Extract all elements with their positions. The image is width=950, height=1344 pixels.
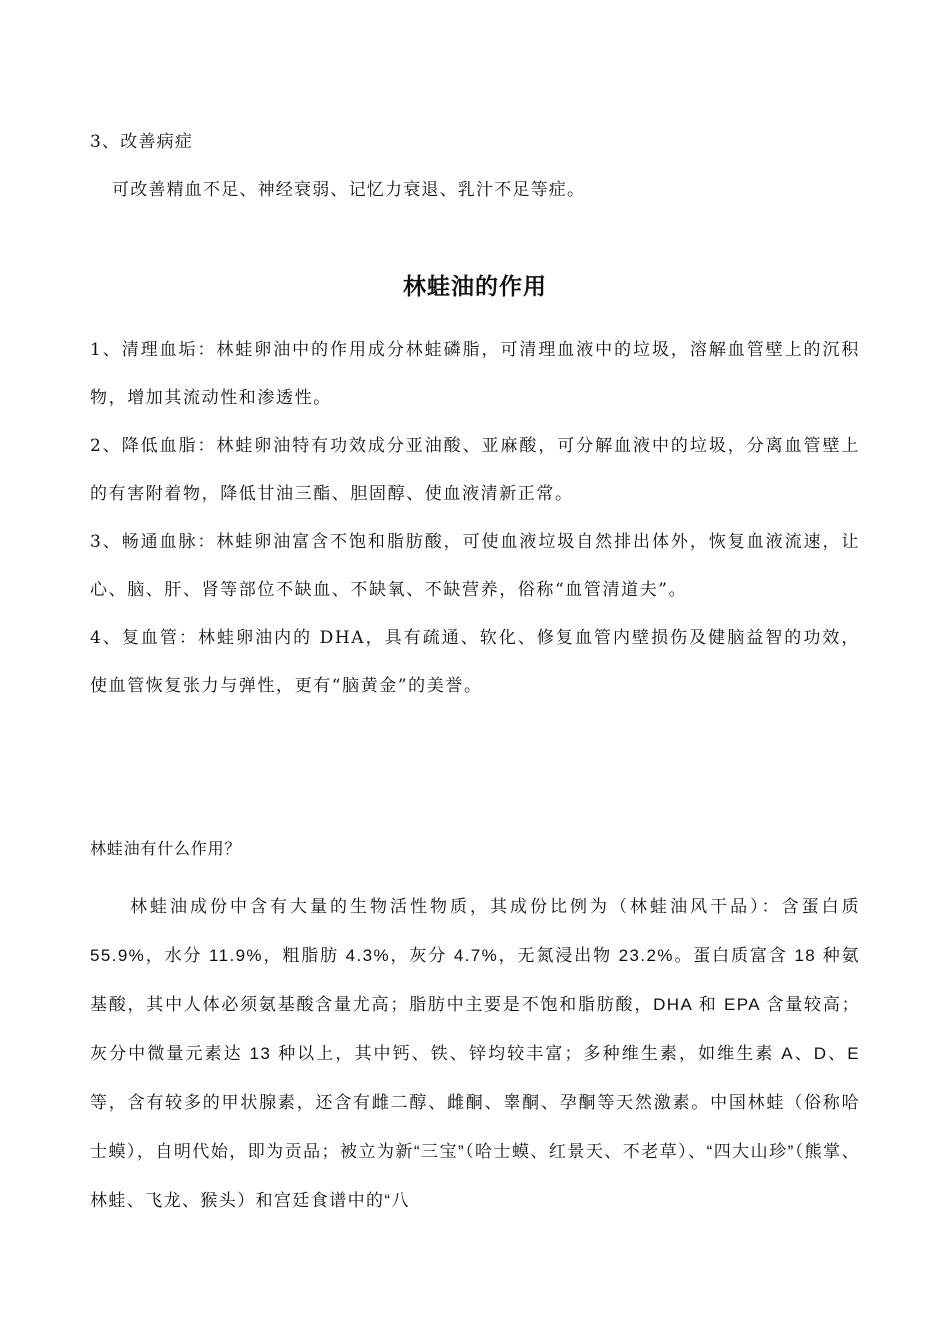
effect-item-2: 2、降低血脂：林蛙卵油特有功效成分亚油酸、亚麻酸，可分解血液中的垃圾，分离血管壁上的有害附着物，降低甘油三酯、胆固醇、使血液清新正常。 xyxy=(90,436,860,504)
effect-item-1: 1、清理血垢：林蛙卵油中的作用成分林蛙磷脂，可清理血液中的垃圾，溶解血管壁上的沉积物，增加其流动性和渗透性。 xyxy=(90,340,860,408)
section-heading-improve-symptoms: 3、改善病症 xyxy=(90,132,194,152)
question-body: 林蛙油成份中含有大量的生物活性物质，其成份比例为（林蛙油风干品）：含蛋白质 55.9%，水分 11.9%，粗脂肪 4.3%，灰分 4.7%，无氮浸出物 23.2%。蛋白质富含 18 种氨基酸，其中人体必须氨基酸含量尤高；脂肪中主要是不饱和脂肪酸，DHA 和 EPA 含量较高；灰分中微量元素达 13 种以上，其中钙、铁、锌均较丰富；多种维生素，如维生素 A、D、E 等，含有较多的甲状腺素，还含有雌二醇、雌酮、睾酮、孕酮等天然激素。中国林蛙（俗称哈士蟆），自明代始，即为贡品；被立为新“三宝”（哈士蟆、红景天、不老草）、“四大山珍”（熊掌、林蛙、飞龙、猴头）和宫廷食谱中的“八 xyxy=(90,897,860,1210)
effect-item-4: 4、复血管：林蛙卵油内的 DHA，具有疏通、软化、修复血管内壁损伤及健脑益智的功效，使血管恢复张力与弹性，更有“脑黄金”的美誉。 xyxy=(90,628,860,696)
page-title: 林蛙油的作用 xyxy=(403,273,547,300)
effect-item-3: 3、畅通血脉：林蛙卵油富含不饱和脂肪酸，可使血液垃圾自然排出体外，恢复血液流速，让心、脑、肝、肾等部位不缺血、不缺氧、不缺营养，俗称“血管清道夫”。 xyxy=(90,532,860,600)
section-body-improve-symptoms: 可改善精血不足、神经衰弱、记忆力衰退、乳汁不足等症。 xyxy=(112,180,586,200)
question-heading: 林蛙油有什么作用？ xyxy=(90,839,242,858)
